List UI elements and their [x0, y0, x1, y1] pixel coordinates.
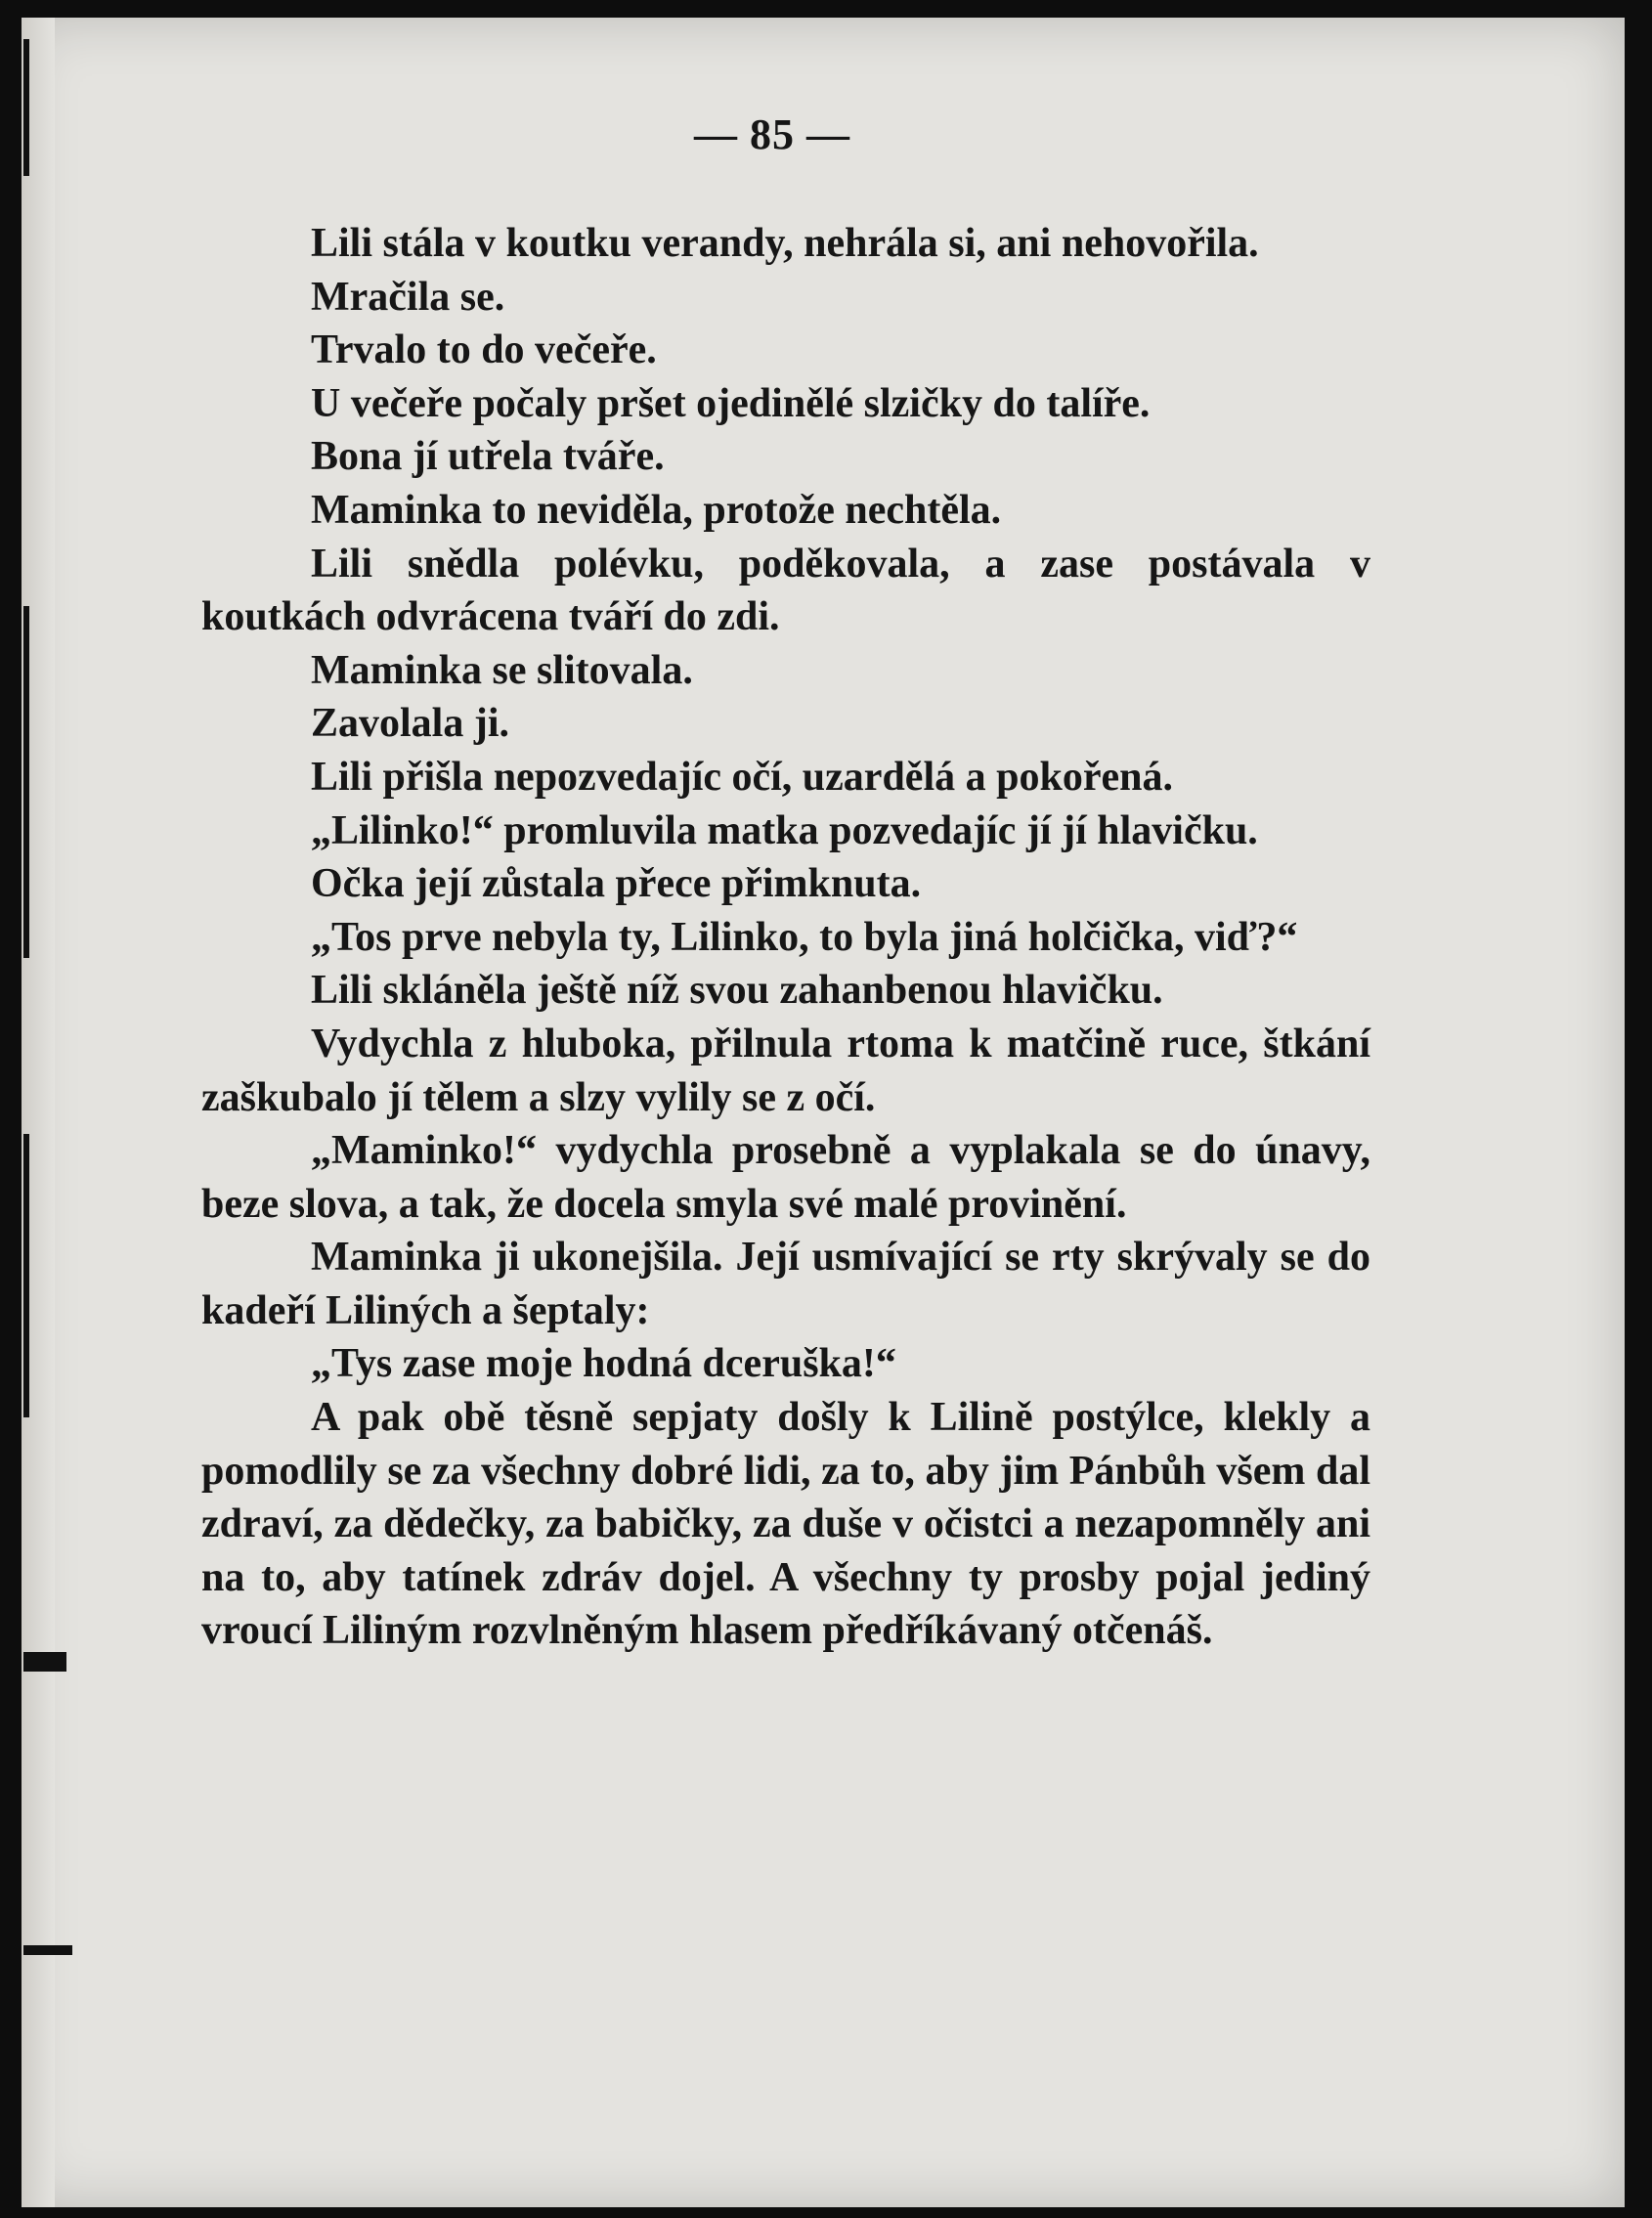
binding-thread-mark	[23, 1652, 66, 1672]
binding-thread-mark	[23, 606, 29, 958]
page-text	[201, 217, 1370, 1658]
paragraph: „Maminko!“ vydychla prosebně a vyplakala se do únavy, beze slova, a tak, že docela smyla své malé provinění.	[201, 1128, 1370, 1227]
paragraph: Maminka se slitovala.	[311, 647, 693, 693]
paragraph: Vydychla z hluboka, přilnula rtoma k matčině ruce, štkání zaškubalo jí tělem a slzy vylily se z očí.	[201, 1021, 1370, 1120]
paragraph: U večeře počaly pršet ojedinělé slzičky do talíře.	[311, 380, 1151, 426]
paragraph: Lili přišla nepozvedajíc očí, uzardělá a pokořená.	[311, 754, 1173, 800]
paragraph: „Lilinko!“ promluvila matka pozvedajíc jí jí hlavičku.	[311, 807, 1258, 853]
paragraph: Lili snědla polévku, poděkovala, a zase postávala v koutkách odvrácena tváří do zdi.	[201, 541, 1370, 640]
page-binding-edge	[22, 18, 55, 2207]
paragraph: Bona jí utřela tváře.	[311, 434, 665, 480]
paragraph: „Tos prve nebyla ty, Lilinko, to byla jiná holčička, viď?“	[311, 914, 1298, 960]
paragraph: Lili stála v koutku verandy, nehrála si, ani nehovořila.	[311, 221, 1259, 266]
paragraph: A pak obě těsně sepjaty došly k Lilině postýlce, klekly a pomodlily se za všechny dobré lidi, za to, aby jim Pánbůh všem dal zdraví, za dědečky, za babičky, za duše v očistci a nezapomněly ani na to, aby tatínek zdráv dojel. A všechny ty prosby pojal jediný vroucí Liliným rozvlněným hlasem předříkávaný otčenáš.	[201, 1395, 1370, 1654]
paragraph: Očka její zůstala přece přimknuta.	[311, 861, 922, 907]
page-number: — 85 —	[694, 110, 850, 158]
binding-thread-mark	[23, 1945, 72, 1955]
binding-thread-mark	[23, 1134, 29, 1417]
paragraph: Maminka ji ukonejšila. Její usmívající se rty skrývaly se do kadeří Liliných a šeptaly:	[201, 1235, 1370, 1333]
paragraph: Trvalo to do večeře.	[311, 327, 657, 373]
paragraph: „Tys zase moje hodná dceruška!“	[311, 1341, 896, 1387]
paragraph: Lili skláněla ještě níž svou zahanbenou hlavičku.	[311, 968, 1163, 1014]
paragraph: Maminka to neviděla, protože nechtěla.	[311, 487, 1002, 533]
paragraph: Zavolala ji.	[311, 701, 510, 747]
paragraph: Mračila se.	[311, 274, 505, 320]
